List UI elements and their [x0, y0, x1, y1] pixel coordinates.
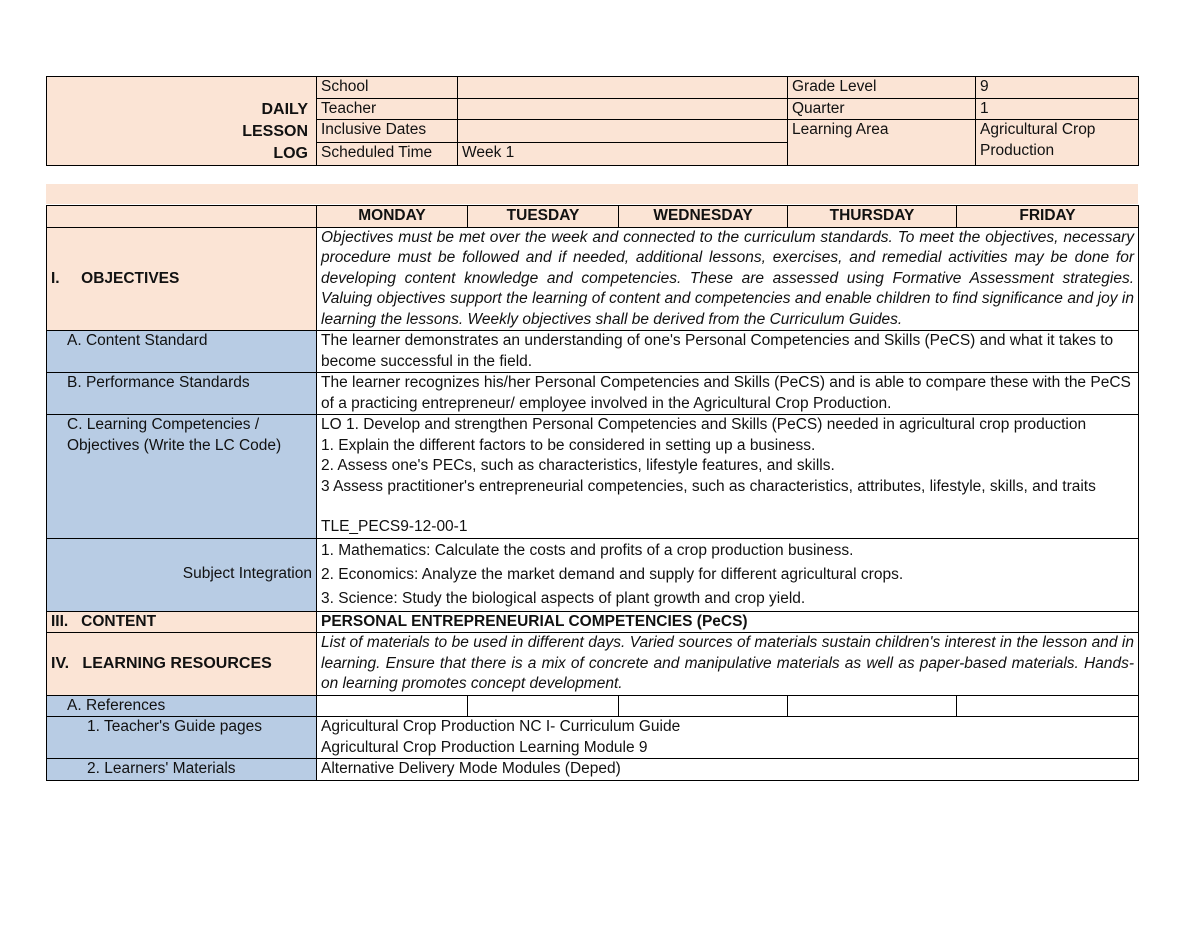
header-table: [46, 76, 1139, 166]
resources-label: IV. LEARNING RESOURCES: [47, 633, 317, 696]
content-standard-text: The learner demonstrates an understanding of one's Personal Competencies and Skills (PeCS) and what it takes to become successful in the field.: [317, 331, 1139, 373]
integration-cell: [317, 538, 1139, 611]
teachers-guide-cell: [317, 717, 1139, 759]
performance-standards-label: B. Performance Standards: [47, 373, 317, 415]
integration-item: 3. Science: Study the biological aspects of plant growth and crop yield.: [321, 589, 806, 607]
school-value: [458, 77, 788, 99]
dll-title: DAILY LESSON LOG: [47, 77, 317, 166]
content-label: III. CONTENT: [47, 611, 317, 633]
school-label: School: [317, 77, 458, 99]
day-wednesday: WEDNESDAY: [619, 206, 788, 228]
grade-label: Grade Level: [788, 77, 976, 99]
resources-text: List of materials to be used in different days. Varied sources of materials sustain children's interest in the lesson and in learning. Ensure that there is a mix of concrete and manipulative materials as well as paper-based materials. Hands-on learning promotes concept development.: [317, 633, 1139, 696]
corner-cell: [47, 206, 317, 228]
time-value: Week 1: [458, 143, 788, 166]
objectives-label: I. OBJECTIVES: [47, 227, 317, 331]
integration-item: 1. Mathematics: Calculate the costs and profits of a crop production business.: [321, 541, 854, 559]
time-label: Scheduled Time: [317, 143, 458, 166]
competencies-label: C. Learning Competencies / Objectives (Write the LC Code): [47, 415, 317, 539]
teachers-guide-line: Agricultural Crop Production NC I- Curriculum Guide: [321, 718, 681, 735]
header-spacer: [46, 184, 1138, 204]
objectives-text: Objectives must be met over the week and connected to the curriculum standards. To meet the objectives, necessary procedure must be followed and if needed, additional lessons, exercises, and remedial activities may be done for developing content knowledge and competencies. These are assessed using Formative Assessment strategies. Valuing objectives support the learning of content and competencies and enable children to find significance and joy in learning the lessons. Weekly objectives shall be derived from the Curriculum Guides.: [317, 227, 1139, 331]
quarter-value: 1: [976, 98, 1139, 120]
dates-value: [458, 120, 788, 143]
day-friday: FRIDAY: [957, 206, 1139, 228]
teachers-guide-line: Agricultural Crop Production Learning Module 9: [321, 738, 648, 756]
references-monday: [317, 695, 468, 717]
competencies-lo: LO 1. Develop and strengthen Personal Competencies and Skills (PeCS) needed in agricultural crop production: [321, 416, 1087, 433]
grade-value: 9: [976, 77, 1139, 99]
integration-item: 2. Economics: Analyze the market demand and supply for different agricultural crops.: [321, 565, 904, 583]
competency-item: 3 Assess practitioner's entrepreneurial competencies, such as characteristics, attributes, lifestyle, skills, and traits: [321, 477, 1096, 495]
references-friday: [957, 695, 1139, 717]
performance-standards-text: The learner recognizes his/her Personal Competencies and Skills (PeCS) and is able to compare these with the PeCS of a practicing entrepreneur/ employee involved in the Agricultural Crop Production.: [317, 373, 1139, 415]
references-thursday: [788, 695, 957, 717]
teachers-guide-label: 1. Teacher's Guide pages: [47, 717, 317, 759]
teacher-label: Teacher: [317, 98, 458, 120]
teacher-value: [458, 98, 788, 120]
references-wednesday: [619, 695, 788, 717]
integration-label: Subject Integration: [47, 538, 317, 611]
competency-code: TLE_PECS9-12-00-1: [321, 518, 468, 535]
day-monday: MONDAY: [317, 206, 468, 228]
learners-materials-text: Alternative Delivery Mode Modules (Deped): [317, 759, 1139, 781]
references-label: A. References: [47, 695, 317, 717]
competency-item: 2. Assess one's PECs, such as characteristics, lifestyle features, and skills.: [321, 457, 835, 474]
quarter-label: Quarter: [788, 98, 976, 120]
area-value: Agricultural Crop Production: [976, 120, 1139, 166]
competency-item: 1. Explain the different factors to be considered in setting up a business.: [321, 436, 816, 454]
competencies-cell: [317, 415, 1139, 539]
content-standard-label: A. Content Standard: [47, 331, 317, 373]
lesson-table: [46, 205, 1139, 781]
learners-materials-label: 2. Learners' Materials: [47, 759, 317, 781]
dates-label: Inclusive Dates: [317, 120, 458, 143]
day-thursday: THURSDAY: [788, 206, 957, 228]
area-label: Learning Area: [788, 120, 976, 166]
content-text: PERSONAL ENTREPRENEURIAL COMPETENCIES (PeCS): [317, 611, 1139, 633]
references-tuesday: [468, 695, 619, 717]
day-tuesday: TUESDAY: [468, 206, 619, 228]
